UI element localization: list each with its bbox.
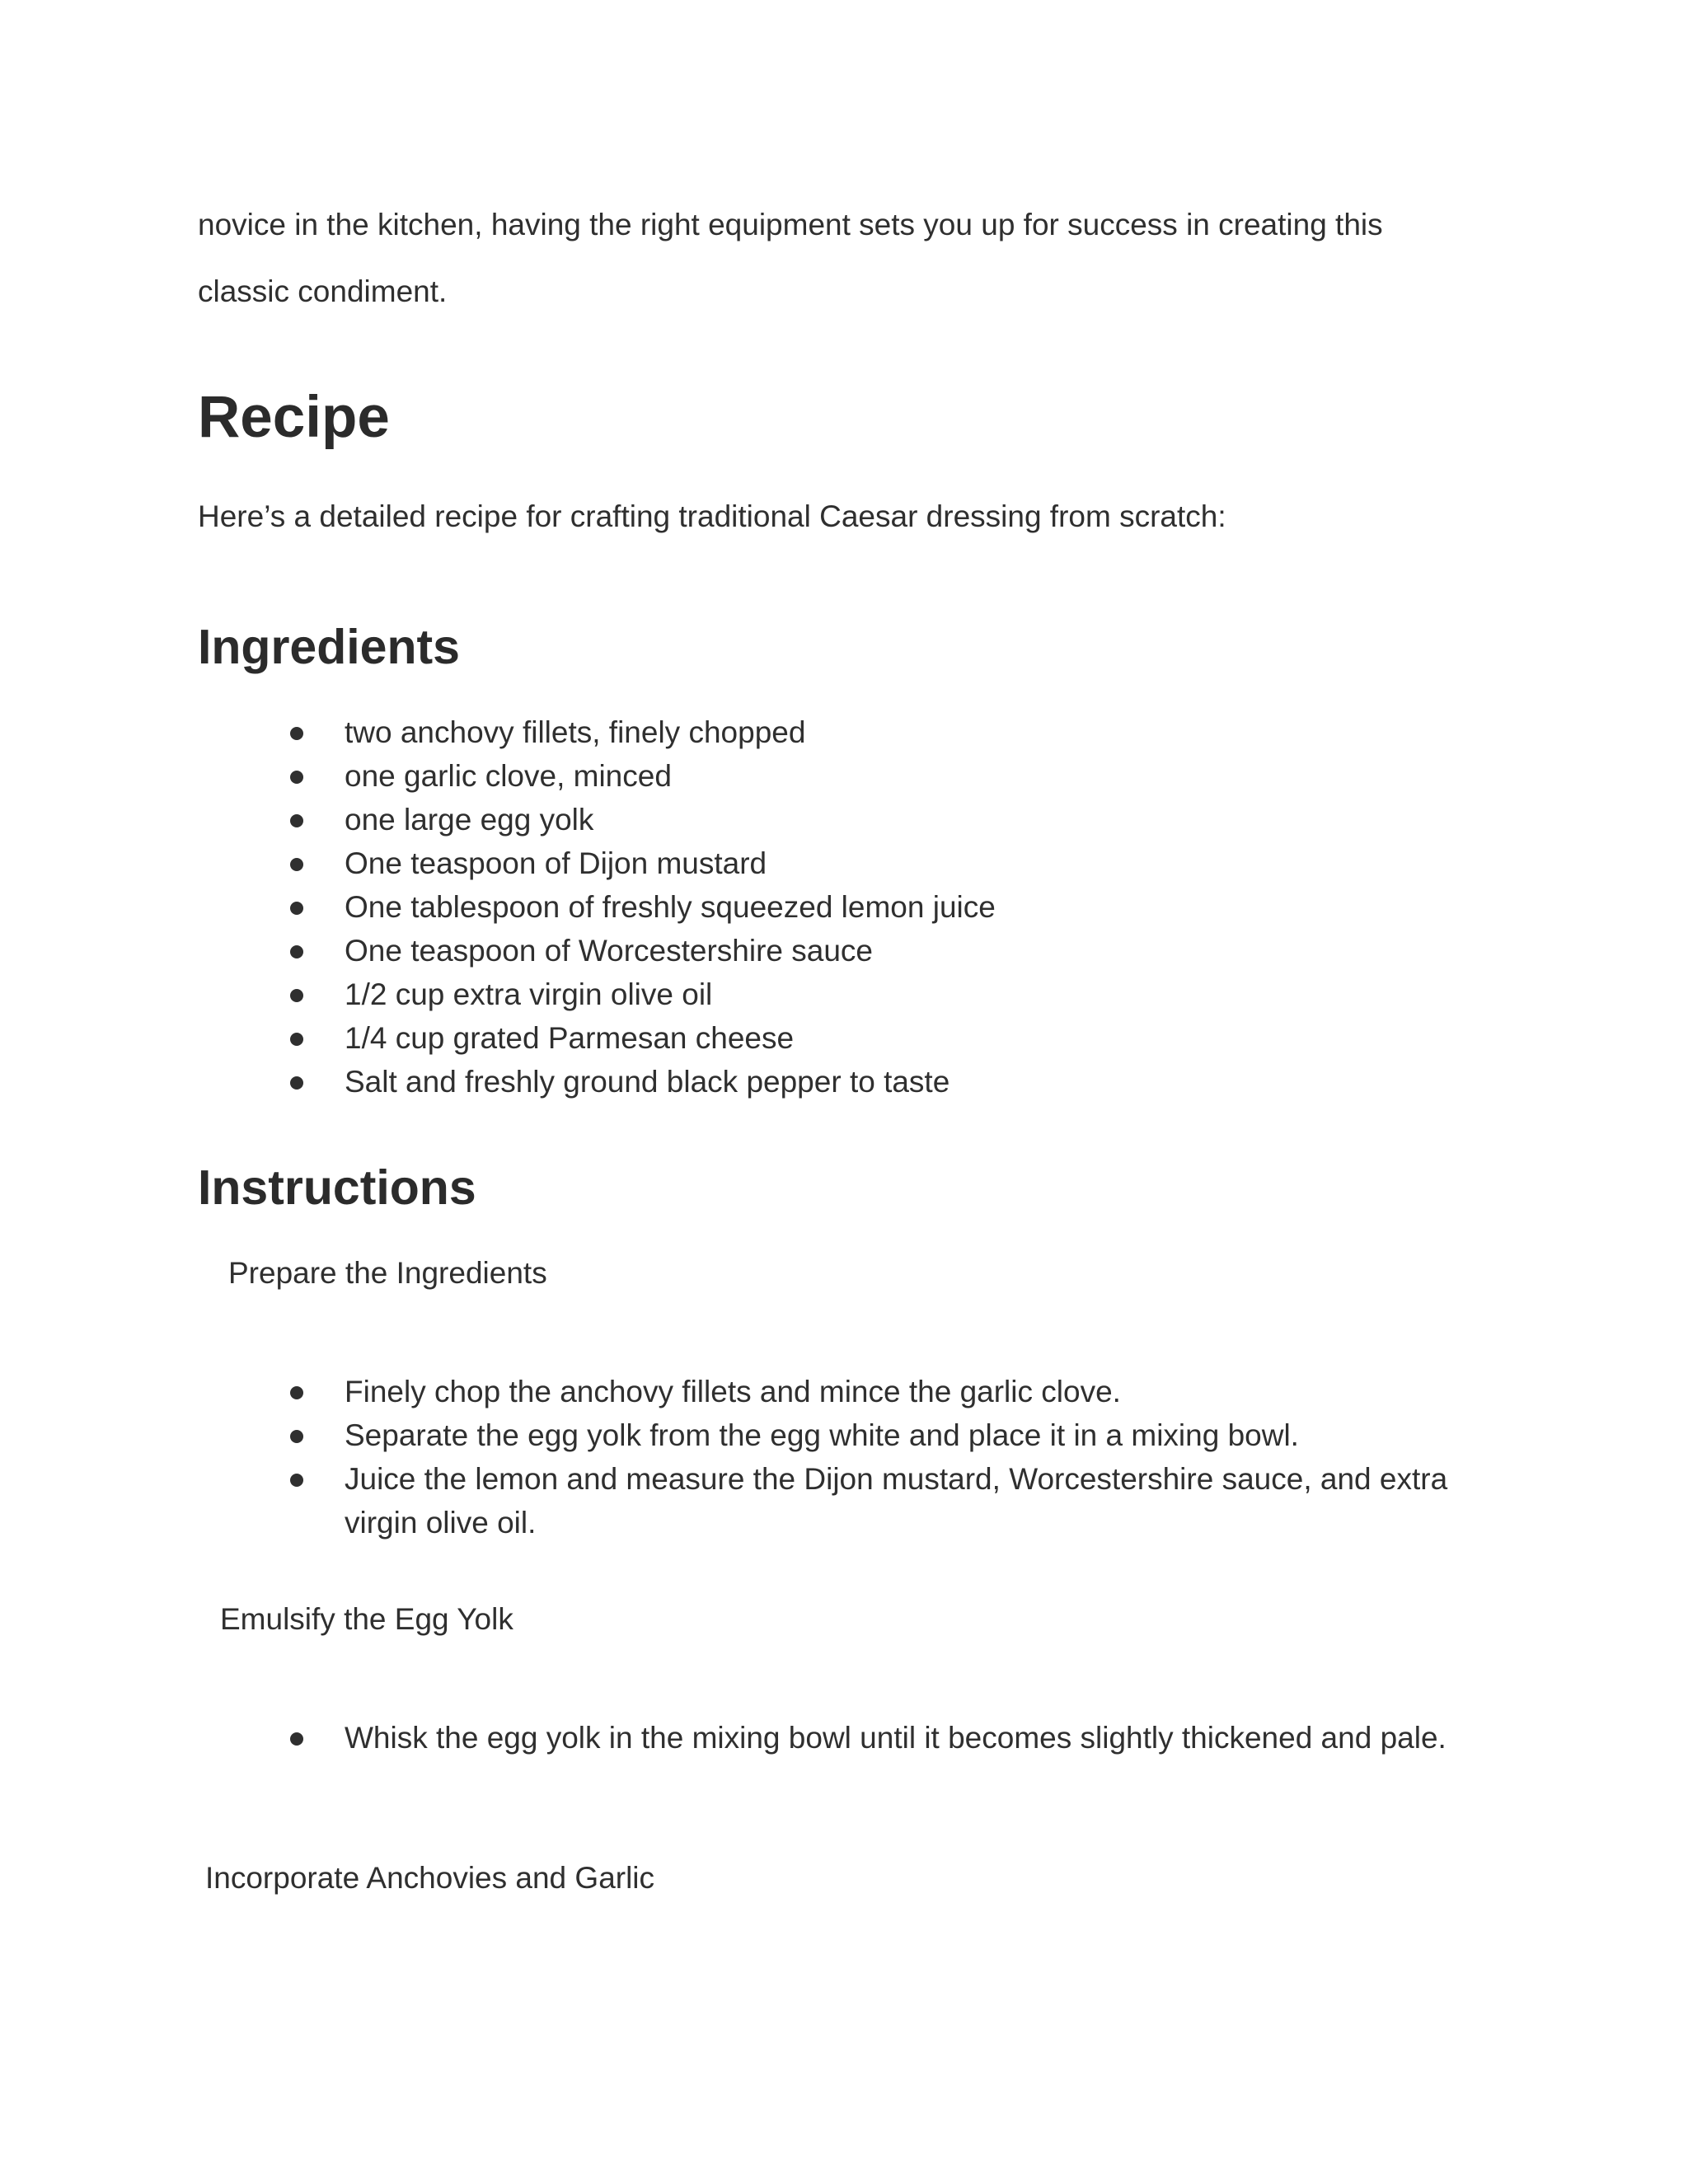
list-item <box>0 1060 1490 1104</box>
list-item-text: Whisk the egg yolk in the mixing bowl until it becomes slightly thickened and pale. <box>345 1721 1447 1755</box>
list-item-text: Salt and freshly ground black pepper to taste <box>345 1065 950 1099</box>
bullet-icon <box>290 945 303 958</box>
ingredients-heading: Ingredients <box>198 620 460 674</box>
list-item <box>0 1016 1490 1060</box>
list-item-text: Separate the egg yolk from the egg white and place it in a mixing bowl. <box>345 1418 1299 1452</box>
bullet-icon <box>290 858 303 871</box>
bullet-icon <box>290 727 303 740</box>
recipe-heading: Recipe <box>198 385 390 450</box>
step-title-emulsify: Emulsify the Egg Yolk <box>220 1602 513 1636</box>
bullet-icon <box>290 771 303 784</box>
list-item <box>0 1370 1474 1413</box>
bullet-icon <box>290 1430 303 1443</box>
list-item-text: One teaspoon of Dijon mustard <box>345 846 767 880</box>
bullet-icon <box>290 1033 303 1046</box>
list-item <box>0 754 1490 798</box>
bullet-icon <box>290 814 303 827</box>
bullet-icon <box>290 1474 303 1487</box>
step-title-prepare: Prepare the Ingredients <box>228 1256 547 1290</box>
list-item-text: One teaspoon of Worcestershire sauce <box>345 934 873 968</box>
emulsify-steps-list <box>0 1716 1484 1760</box>
recipe-lead: Here’s a detailed recipe for crafting traditional Caesar dressing from scratch: <box>198 499 1226 533</box>
list-item-text: Juice the lemon and measure the Dijon mustard, Worcestershire sauce, and extra virgin olive oil. <box>345 1462 1448 1540</box>
bullet-icon <box>290 1076 303 1090</box>
bullet-icon <box>290 902 303 915</box>
bullet-icon <box>290 1732 303 1746</box>
prepare-steps-list <box>0 1370 1484 1544</box>
intro-paragraph <box>198 191 1517 325</box>
list-item <box>0 929 1490 972</box>
list-item <box>0 1716 1474 1760</box>
list-item <box>0 885 1490 929</box>
list-item <box>0 1413 1474 1457</box>
bullet-icon <box>290 989 303 1002</box>
list-item-text: Finely chop the anchovy fillets and mince the garlic clove. <box>345 1375 1121 1408</box>
list-item-text: 1/4 cup grated Parmesan cheese <box>345 1021 795 1055</box>
list-item <box>0 1457 1474 1544</box>
intro-line-1: novice in the kitchen, having the right equipment sets you up for success in creating this <box>198 208 1383 241</box>
list-item <box>0 798 1490 841</box>
list-item-text: one large egg yolk <box>345 803 594 837</box>
list-item-text: two anchovy fillets, finely chopped <box>345 715 806 749</box>
list-item-text: 1/2 cup extra virgin olive oil <box>345 977 713 1011</box>
list-item <box>0 841 1490 885</box>
step-title-incorporate: Incorporate Anchovies and Garlic <box>205 1861 655 1895</box>
list-item <box>0 710 1490 754</box>
ingredients-list <box>0 710 1484 1104</box>
intro-line-2: classic condiment. <box>198 274 448 308</box>
bullet-icon <box>290 1386 303 1399</box>
list-item <box>0 972 1490 1016</box>
list-item-text: one garlic clove, minced <box>345 759 672 793</box>
instructions-heading: Instructions <box>198 1160 476 1215</box>
list-item-text: One tablespoon of freshly squeezed lemon juice <box>345 890 996 924</box>
